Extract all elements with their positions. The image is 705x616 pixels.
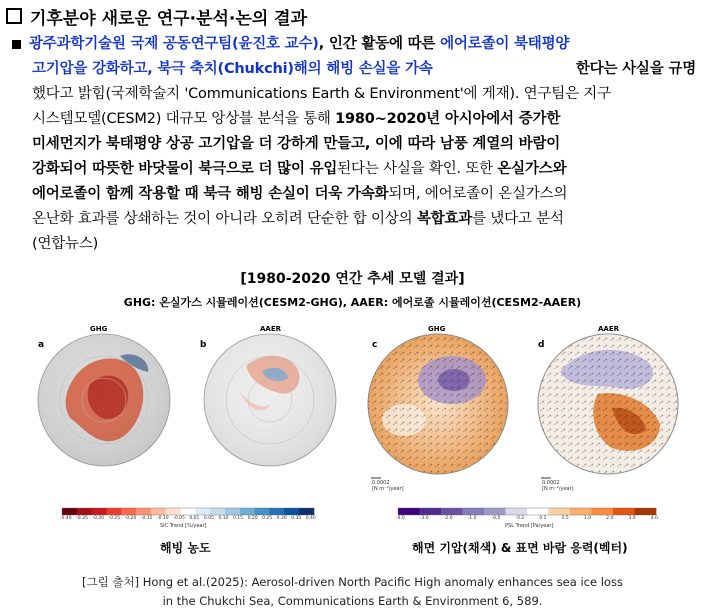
- psl-colorbar: [398, 508, 656, 515]
- sic-colorbar-tick: -0.20: [124, 516, 137, 521]
- sic-colorbar-tick: 0.15: [233, 516, 244, 521]
- psl-colorbar-swatch: [484, 508, 506, 515]
- vector-scale-d: 0.0002: [542, 480, 560, 486]
- sic-colorbar-swatch: [284, 508, 299, 515]
- psl-colorbar-tick: -1.0: [467, 516, 477, 521]
- vector-unit-c: [N m⁻²/year]: [372, 486, 404, 492]
- psl-colorbar-swatch: [570, 508, 592, 515]
- psl-colorbar-tick: -2.0: [443, 516, 453, 521]
- figure-title: [1980-2020 연간 추세 모델 결과]: [240, 271, 465, 287]
- sic-colorbar-swatch: [299, 508, 314, 515]
- sic-colorbar-tick: 0.25: [262, 516, 273, 521]
- sic-colorbar-tick: 0.30: [276, 516, 287, 521]
- psl-colorbar-swatch: [506, 508, 528, 515]
- text-span: 시스템모델(CESM2) 대규모 앙상블 분석을 통해: [32, 111, 336, 127]
- psl-colorbar-tick: 0.2: [539, 516, 547, 521]
- sic-colorbar-ticks: [60, 516, 316, 521]
- sic-colorbar-swatch: [136, 508, 151, 515]
- globe-d-pressure: [538, 334, 678, 474]
- vector-scale-c: 0.0002: [372, 480, 390, 486]
- psl-colorbar-tick: 0.5: [561, 516, 569, 521]
- sic-colorbar-swatch: [166, 508, 181, 515]
- text-span: 를 냈다고 분석: [472, 211, 564, 227]
- psl-colorbar-tick: 2.0: [606, 516, 614, 521]
- highlight-text: 에어로졸이 북태평양: [440, 36, 570, 52]
- sic-colorbar-tick: -0.35: [76, 516, 88, 521]
- sic-colorbar-swatch: [240, 508, 255, 515]
- sic-colorbar-swatch: [210, 508, 225, 515]
- sic-colorbar-tick: -0.15: [140, 516, 153, 521]
- figure-subtitle: GHG: 온실가스 시뮬레이션(CESM2-GHG), AAER: 에어로졸 시뮬레이션(CESM2-AAER): [123, 296, 582, 309]
- text-span: 되며, 에어로졸이 온실가스의: [388, 186, 568, 202]
- sic-colorbar-swatch: [181, 508, 196, 515]
- psl-colorbar-tick: 3.0: [628, 516, 636, 521]
- psl-colorbar-swatch: [463, 508, 485, 515]
- panel-letter-d: d: [538, 340, 545, 350]
- sic-colorbar-swatch: [121, 508, 136, 515]
- psl-colorbar-tick: -0.2: [515, 516, 525, 521]
- panel-title-d: AAER: [598, 325, 620, 333]
- panel-title-b: AAER: [260, 325, 282, 333]
- credit-line-1: [그림 출처] Hong et al.(2025): Aerosol-driven North Pacific High anomaly enhances sea ice loss: [82, 575, 623, 589]
- sic-colorbar-swatch: [270, 508, 285, 515]
- sic-colorbar-swatch: [195, 508, 210, 515]
- sic-colorbar-tick: -0.40: [60, 516, 72, 521]
- psl-colorbar-tick: -4.0: [396, 516, 405, 521]
- credit-line-2: in the Chukchi Sea, Communications Earth & Environment 6, 589.: [162, 594, 543, 608]
- psl-colorbar-swatch: [549, 508, 571, 515]
- sic-colorbar-swatch: [225, 508, 240, 515]
- psl-colorbar-swatch: [398, 508, 420, 515]
- sic-colorbar-tick: 0.05: [203, 516, 214, 521]
- sic-colorbar-tick: -0.10: [157, 516, 169, 521]
- sic-colorbar: [62, 508, 314, 515]
- sic-colorbar-tick: 0.10: [218, 516, 229, 521]
- bold-text: 강화되어 따뜻한 바닷물이 북극으로 더 많이 유입: [32, 161, 338, 177]
- globe-a-sea-ice: [38, 334, 170, 466]
- globe-c-pressure: [368, 334, 508, 474]
- sic-colorbar-swatch: [151, 508, 166, 515]
- source-text: (연합뉴스): [32, 236, 99, 252]
- panel-title-c: GHG: [428, 325, 446, 333]
- psl-colorbar-tick: -3.0: [419, 516, 429, 521]
- sic-colorbar-tick: 0.35: [291, 516, 302, 521]
- psl-colorbar-tick: 1.0: [583, 516, 592, 521]
- caption-sea-ice: 해빙 농도: [160, 541, 211, 555]
- sic-colorbar-tick: -0.25: [108, 516, 121, 521]
- heading-text: 기후분야 새로운 연구·분석·논의 결과: [30, 8, 308, 29]
- sic-colorbar-tick: 0.40: [305, 516, 316, 521]
- psl-colorbar-tick: 4.0: [650, 516, 658, 521]
- bold-text: 에어로졸이 함께 작용할 때 북극 해빙 손실이 더욱 가속화: [32, 186, 389, 202]
- sic-colorbar-tick: -0.30: [92, 516, 104, 521]
- panel-letter-a: a: [38, 340, 45, 350]
- sic-colorbar-swatch: [77, 508, 92, 515]
- sic-colorbar-swatch: [92, 508, 107, 515]
- sic-colorbar-swatch: [62, 508, 77, 515]
- sic-colorbar-swatch: [106, 508, 121, 515]
- psl-colorbar-ticks: [396, 516, 658, 521]
- panel-letter-b: b: [200, 340, 207, 350]
- psl-colorbar-label: PSL Trend [Pa/year]: [505, 523, 554, 529]
- sic-colorbar-label: SIC Trend [%/year]: [160, 523, 207, 529]
- psl-colorbar-swatch: [527, 508, 549, 515]
- psl-colorbar-swatch: [635, 508, 657, 515]
- psl-colorbar-tick: -0.5: [491, 516, 501, 521]
- bold-text: 1980~2020년 아시아에서 증가한: [335, 111, 561, 127]
- psl-colorbar-swatch: [592, 508, 614, 515]
- caption-pressure-wind: 해면 기압(채색) & 표면 바람 응력(벡터): [412, 541, 628, 555]
- psl-colorbar-swatch: [613, 508, 635, 515]
- text-span: 한다는 사실을 규명: [575, 61, 696, 77]
- text-span: 온난화 효과를 상쇄하는 것이 아니라 오히려 단순한 합 이상의: [32, 211, 417, 227]
- institution-text: 광주과학기술원 국제 공동연구팀(윤진호 교수): [29, 36, 319, 52]
- sic-colorbar-tick: -0.05: [173, 516, 185, 521]
- bold-text: 미세먼지가 북태평양 상공 고기압을 더 강하게 만들고, 이에 따라 남풍 계열의 바람이: [32, 136, 561, 152]
- panel-title-a: GHG: [90, 325, 108, 333]
- text-span: 했다고 밝힘(국제학술지 'Communications Earth & Environment'에 게재). 연구팀은 지구: [32, 86, 611, 102]
- text-span: 된다는 사실을 확인. 또한: [337, 161, 498, 177]
- sic-colorbar-tick: 0.20: [247, 516, 258, 521]
- highlight-text: 고기압을 강화하고, 북극 축치(Chukchi)해의 해빙 손실을 가속: [32, 61, 433, 77]
- sic-colorbar-swatch: [255, 508, 270, 515]
- psl-colorbar-swatch: [441, 508, 463, 515]
- vector-unit-d: [N m⁻²/year]: [542, 486, 574, 492]
- globe-b-sea-ice: [204, 334, 336, 466]
- panel-letter-c: c: [372, 340, 378, 350]
- psl-colorbar-swatch: [420, 508, 442, 515]
- text-span: , 인간 활동에 따른: [318, 36, 441, 52]
- bold-text: 온실가스와: [497, 161, 567, 177]
- bold-text: 복합효과: [416, 211, 473, 227]
- sic-colorbar-tick: 0.01: [189, 516, 200, 521]
